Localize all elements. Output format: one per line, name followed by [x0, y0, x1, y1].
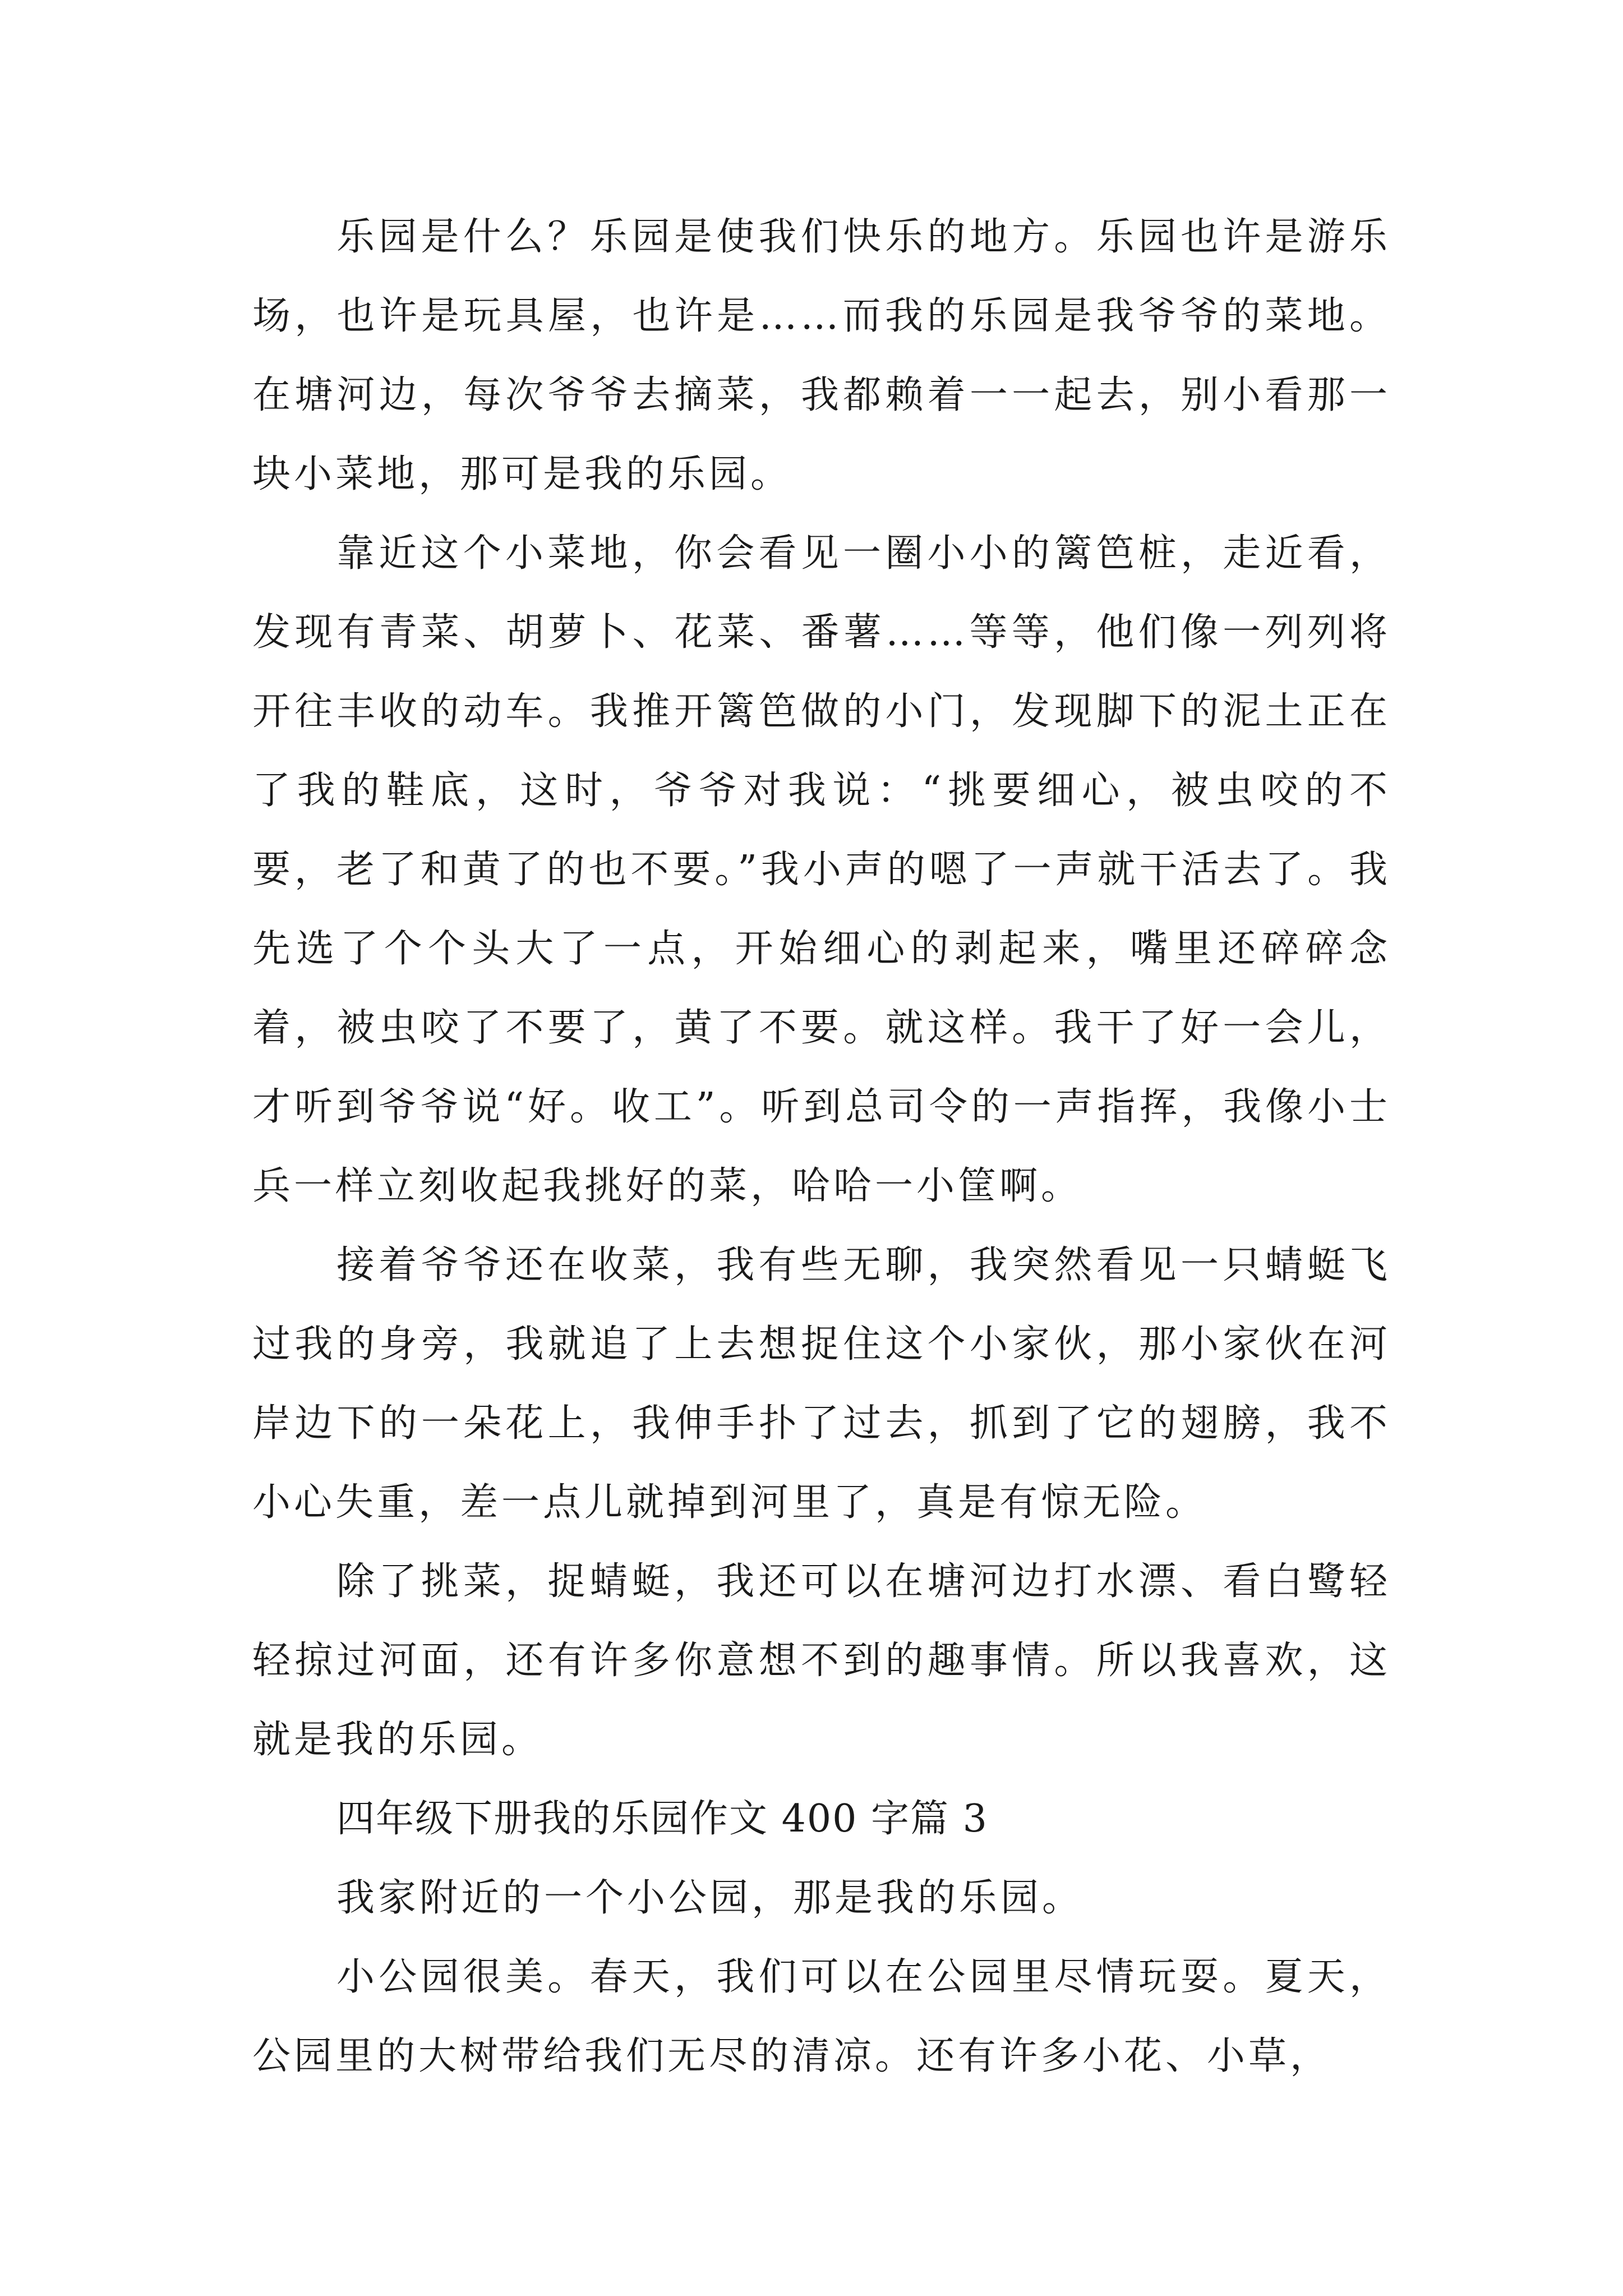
section-heading: 四年级下册我的乐园作文 400 字篇 3	[336, 1797, 988, 1841]
paragraph: 除了挑菜，捉蜻蜓，我还可以在塘河边打水漂、看白鹭轻轻掠过河面，还有许多你意想不到的趣事情。所以我喜欢，这就是我的乐园。	[252, 1559, 1391, 1762]
paragraph: 乐园是什么？乐园是使我们快乐的地方。乐园也许是游乐场，也许是玩具屋，也许是……而我的乐园是我爷爷的菜地。在塘河边，每次爷爷去摘菜，我都赖着一一起去，别小看那一块小菜地，那可是我的乐园。	[252, 215, 1391, 496]
paragraph: 小公园很美。春天，我们可以在公园里尽情玩耍。夏天，公园里的大树带给我们无尽的清凉。还有许多小花、小草，	[252, 1955, 1391, 2078]
paragraph: 我家附近的一个小公园，那是我的乐园。	[336, 1876, 1084, 1920]
paragraph: 接着爷爷还在收菜，我有些无聊，我突然看见一只蜻蜓飞过我的身旁，我就追了上去想捉住这个小家伙，那小家伙在河岸边下的一朵花上，我伸手扑了过去，抓到了它的翅膀，我不小心失重，差一点儿就掉到河里了，真是有惊无险。	[252, 1243, 1391, 1525]
essay-body	[252, 197, 1391, 2096]
paragraph: 靠近这个小菜地，你会看见一圈小小的篱笆桩，走近看，发现有青菜、胡萝卜、花菜、番薯……等等，他们像一列列将开往丰收的动车。我推开篱笆做的小门，发现脚下的泥土正在了我的鞋底，这时，爷爷对我说：“挑要细心，被虫咬的不要，老了和黄了的也不要。”我小声的嗯了一声就干活去了。我先选了个个头大了一点，开始细心的剥起来，嘴里还碎碎念着，被虫咬了不要了，黄了不要。就这样。我干了好一会儿，才听到爷爷说“好。收工”。听到总司令的一声指挥，我像小士兵一样立刻收起我挑好的菜，哈哈一小筐啊。	[252, 531, 1391, 1208]
